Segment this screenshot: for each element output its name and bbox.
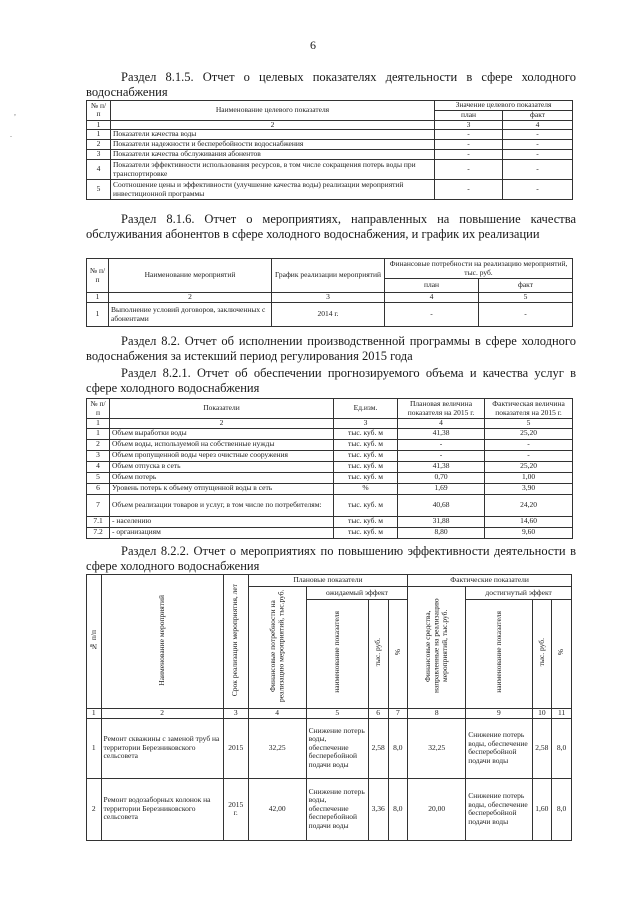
col-number: 4	[385, 293, 479, 303]
row-number: 7.1	[87, 516, 110, 527]
expected-thous-value: 2,58	[368, 718, 388, 778]
row-number: 3	[87, 450, 110, 461]
page-number: 6	[310, 38, 316, 52]
col-number: 5	[485, 419, 573, 429]
service-volume-table	[86, 398, 573, 539]
indicator-name: Уровень потерь к объему отпущенной воды в сеть	[110, 483, 334, 494]
unit-value: тыс. куб. м	[334, 461, 398, 472]
margin-mark: ,	[14, 108, 16, 117]
col-number: 4	[503, 120, 573, 130]
schedule-value: 2014 г.	[272, 303, 385, 327]
achieved-thous-value: 2,58	[532, 718, 552, 778]
col-indicator-name-header: наименование показателя	[493, 611, 503, 694]
expected-effect-value: Снижение потерь воды, обеспечение бесперебойной подачи воды	[306, 778, 368, 840]
col-number: 4	[398, 419, 485, 429]
measure-name: Выполнение условий договоров, заключенных с абонентами	[109, 303, 272, 327]
plan-value: -	[385, 303, 479, 327]
col-plan-header: план	[435, 111, 503, 121]
column-number-row	[87, 419, 573, 429]
col-fact-header: Фактическая величина показателя на 2015 г.	[485, 399, 573, 419]
row-number: 2	[87, 140, 111, 150]
table-row	[87, 527, 573, 538]
col-num-header: № п/п	[87, 399, 110, 419]
expected-effect-value: Снижение потерь воды, обеспечение бесперебойной подачи воды	[306, 718, 368, 778]
col-number: 2	[101, 708, 223, 718]
col-plan-header: Плановая величина показателя на 2015 г.	[398, 399, 485, 419]
col-pct-header: %	[556, 649, 566, 656]
indicator-name: Соотношение цены и эффективности (улучшение качества воды) реализации мероприятий инвестиционной программы	[111, 180, 435, 200]
plan-value: 1,69	[398, 483, 485, 494]
row-number: 2	[87, 439, 110, 450]
achieved-effect-value: Снижение потерь воды, обеспечение бесперебойной подачи воды	[466, 778, 532, 840]
col-number: 2	[111, 120, 435, 130]
plan-value: -	[435, 150, 503, 160]
table-row	[87, 494, 573, 516]
unit-value: тыс. куб. м	[334, 450, 398, 461]
col-number: 3	[435, 120, 503, 130]
section-8-1-5-heading: Раздел 8.1.5. Отчет о целевых показателях деятельности в сфере холодного водоснабжения	[86, 70, 576, 99]
col-name-header: Наименование мероприятий	[109, 259, 272, 293]
col-num-header: № п/п	[88, 629, 98, 651]
row-number: 1	[87, 718, 102, 778]
col-fact-fin-header: Финансовые средства, направленные на реализацию мероприятий, тыс.руб.	[422, 598, 449, 694]
unit-value: тыс. куб. м	[334, 494, 398, 516]
row-number: 2	[87, 778, 102, 840]
col-unit-header: Ед.изм.	[334, 399, 398, 419]
col-plan-fin-header: Финансовые потребности на реализацию мероприятий, тыс.руб.	[267, 589, 286, 703]
plan-value: 40,68	[398, 494, 485, 516]
table-row	[87, 472, 573, 483]
indicator-name: Объем потерь	[110, 472, 334, 483]
table-row	[87, 140, 573, 150]
indicator-name: Показатели эффективности использования ресурсов, в том числе сокращения потерь воды при транспортировке	[111, 160, 435, 180]
section-8-2-heading: Раздел 8.2. Отчет об исполнении производственной программы в сфере холодного водоснабжения за истекший период регулирования 2015 года	[86, 334, 576, 363]
col-number: 2	[110, 419, 334, 429]
row-number: 4	[87, 160, 111, 180]
col-number: 4	[248, 708, 306, 718]
row-number: 7.2	[87, 527, 110, 538]
plan-value: 41,38	[398, 461, 485, 472]
col-pct-header: %	[392, 649, 402, 656]
table-row	[87, 130, 573, 140]
col-value-header: Значение целевого показателя	[435, 101, 573, 111]
section-8-2-2-heading: Раздел 8.2.2. Отчет о мероприятиях по повышению эффективности деятельности в сфере холодного водоснабжения	[86, 544, 576, 573]
col-fact-header: факт	[479, 279, 573, 293]
col-term-header: Срок реализации мероприятия, лет	[230, 583, 240, 697]
row-number: 5	[87, 472, 110, 483]
table-row	[87, 180, 573, 200]
unit-value: тыс. куб. м	[334, 428, 398, 439]
table-row	[87, 160, 573, 180]
col-number: 10	[532, 708, 552, 718]
row-number: 1	[87, 303, 109, 327]
achieved-pct-value: 8,0	[552, 718, 572, 778]
unit-value: тыс. куб. м	[334, 527, 398, 538]
table-row	[87, 450, 573, 461]
fact-fin-value: 32,25	[408, 718, 466, 778]
fact-value: -	[485, 450, 573, 461]
col-schedule-header: График реализации мероприятий	[272, 259, 385, 293]
plan-value: 8,80	[398, 527, 485, 538]
indicator-name: Объем выработки воды	[110, 428, 334, 439]
row-number: 5	[87, 180, 111, 200]
indicator-name: Объем реализации товаров и услуг, в том числе по потребителям:	[110, 494, 334, 516]
table-row	[87, 303, 573, 327]
plan-value: -	[398, 439, 485, 450]
col-number: 1	[87, 293, 109, 303]
row-number: 4	[87, 461, 110, 472]
indicator-name: - организациям	[110, 527, 334, 538]
row-number: 3	[87, 150, 111, 160]
fact-value: -	[503, 140, 573, 150]
fact-fin-value: 20,00	[408, 778, 466, 840]
col-fact-header: факт	[503, 111, 573, 121]
indicator-name: Объем отпуска в сеть	[110, 461, 334, 472]
indicator-name: Показатели качества обслуживания абонентов	[111, 150, 435, 160]
col-name-header: Наименование мероприятий	[156, 594, 166, 686]
term-value: 2015 г.	[223, 778, 248, 840]
col-number: 1	[87, 708, 102, 718]
measure-name: Ремонт скважины с заменой труб на территории Березниковского сельсовета	[101, 718, 223, 778]
section-8-2-1-heading: Раздел 8.2.1. Отчет об обеспечении прогнозируемого объема и качества услуг в сфере холодного водоснабжения	[86, 366, 576, 395]
section-8-1-6-heading: Раздел 8.1.6. Отчет о мероприятиях, направленных на повышение качества обслуживания абонентов в сфере холодного водоснабжения, и график их реализации	[86, 212, 576, 241]
col-number: 1	[87, 120, 111, 130]
column-number-row	[87, 293, 573, 303]
measure-name: Ремонт водозаборных колонок на территории Березниковского сельсовета	[101, 778, 223, 840]
indicator-name: Объем воды, используемой на собственные нужды	[110, 439, 334, 450]
col-fin-header: Финансовые потребности на реализацию мероприятий, тыс. руб.	[385, 259, 573, 279]
indicator-name: Объем пропущенной воды через очистные сооружения	[110, 450, 334, 461]
col-number: 6	[368, 708, 388, 718]
achieved-effect-header: достигнутый эффект	[466, 587, 572, 600]
indicator-name: - населению	[110, 516, 334, 527]
fact-value: -	[503, 130, 573, 140]
plan-value: 41,38	[398, 428, 485, 439]
col-num-header: № п/п	[87, 101, 111, 121]
unit-value: тыс. куб. м	[334, 516, 398, 527]
col-name-header: Наименование целевого показателя	[111, 101, 435, 121]
table-row	[87, 428, 573, 439]
plan-value: 31,88	[398, 516, 485, 527]
plan-fin-value: 32,25	[248, 718, 306, 778]
term-value: 2015	[223, 718, 248, 778]
fact-value: 25,20	[485, 461, 573, 472]
row-number: 6	[87, 483, 110, 494]
col-number: 3	[272, 293, 385, 303]
col-number: 2	[109, 293, 272, 303]
fact-value: -	[503, 150, 573, 160]
unit-value: тыс. куб. м	[334, 472, 398, 483]
plan-value: -	[435, 180, 503, 200]
col-indicator-name-header: наименование показателя	[331, 611, 341, 694]
fact-value: -	[503, 160, 573, 180]
column-number-row	[87, 120, 573, 130]
achieved-pct-value: 8,0	[552, 778, 572, 840]
column-number-row	[87, 708, 572, 718]
col-number: 9	[466, 708, 532, 718]
col-number: 7	[388, 708, 408, 718]
col-thous-header: тыс. руб.	[372, 638, 382, 667]
fact-value: 14,60	[485, 516, 573, 527]
expected-pct-value: 8,0	[388, 778, 408, 840]
achieved-thous-value: 1,60	[532, 778, 552, 840]
col-number: 5	[306, 708, 368, 718]
col-number: 1	[87, 419, 110, 429]
fact-value: 25,20	[485, 428, 573, 439]
service-quality-measures-table	[86, 258, 573, 327]
plan-value: 0,70	[398, 472, 485, 483]
table-row	[87, 150, 573, 160]
col-name-header: Показатели	[110, 399, 334, 419]
fact-value: 3,90	[485, 483, 573, 494]
row-number: 1	[87, 130, 111, 140]
plan-value: -	[435, 130, 503, 140]
indicator-name: Показатели качества воды	[111, 130, 435, 140]
row-number: 7	[87, 494, 110, 516]
fact-value: 24,20	[485, 494, 573, 516]
target-indicators-table	[86, 100, 573, 200]
plan-value: -	[435, 140, 503, 150]
expected-effect-header: ожидаемый эффект	[306, 587, 408, 600]
indicator-name: Показатели надежности и бесперебойности водоснабжения	[111, 140, 435, 150]
achieved-effect-value: Снижение потерь воды, обеспечение бесперебойной подачи воды	[466, 718, 532, 778]
table-row	[87, 516, 573, 527]
table-row	[87, 778, 572, 840]
table-row	[87, 439, 573, 450]
fact-value: -	[503, 180, 573, 200]
expected-pct-value: 8,0	[388, 718, 408, 778]
planned-indicators-header: Плановые показатели	[248, 575, 408, 587]
unit-value: %	[334, 483, 398, 494]
col-number: 3	[223, 708, 248, 718]
col-number: 3	[334, 419, 398, 429]
table-row	[87, 718, 572, 778]
row-number: 1	[87, 428, 110, 439]
efficiency-measures-table	[86, 574, 572, 841]
col-number: 5	[479, 293, 573, 303]
fact-value: 9,60	[485, 527, 573, 538]
margin-mark: .	[10, 130, 12, 139]
plan-value: -	[398, 450, 485, 461]
expected-thous-value: 3,36	[368, 778, 388, 840]
col-plan-header: план	[385, 279, 479, 293]
table-row	[87, 483, 573, 494]
plan-value: -	[435, 160, 503, 180]
fact-value: 1,00	[485, 472, 573, 483]
col-thous-header: тыс. руб.	[536, 638, 546, 667]
col-number: 11	[552, 708, 572, 718]
table-row	[87, 461, 573, 472]
col-number: 8	[408, 708, 466, 718]
actual-indicators-header: Фактические показатели	[408, 575, 572, 587]
plan-fin-value: 42,00	[248, 778, 306, 840]
col-num-header: № п/п	[87, 259, 109, 293]
fact-value: -	[479, 303, 573, 327]
fact-value: -	[485, 439, 573, 450]
unit-value: тыс. куб. м	[334, 439, 398, 450]
